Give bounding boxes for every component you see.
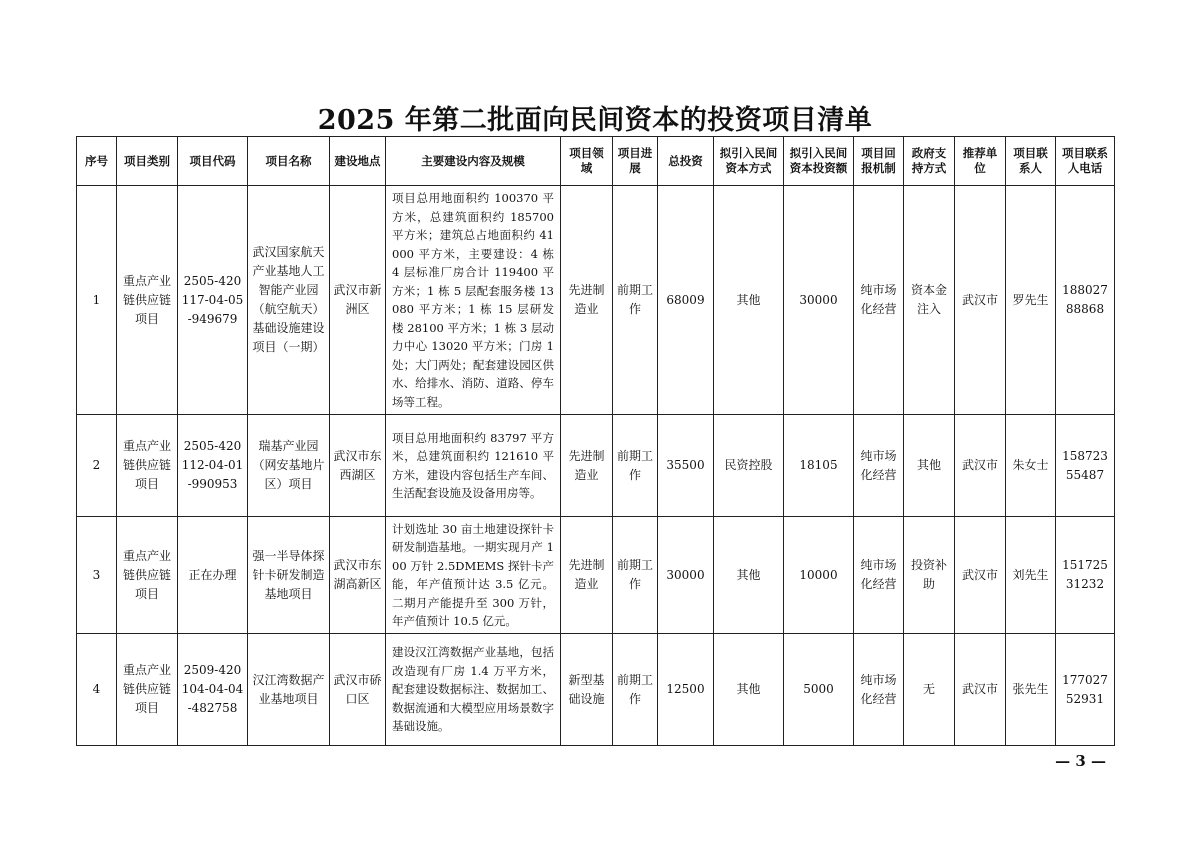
header-field: 项目领域 [561,137,613,186]
cell-location: 武汉市东湖高新区 [330,517,386,634]
project-table [76,136,1115,746]
page-number: — 3 — [1055,752,1106,770]
cell-name: 强一半导体探针卡研发制造基地项目 [248,517,330,634]
cell-private-amount: 5000 [784,634,854,746]
cell-return: 纯市场化经营 [854,517,904,634]
cell-code: 2509-420104-04-04-482758 [178,634,248,746]
header-unit: 推荐单位 [955,137,1006,186]
cell-category: 重点产业链供应链项目 [117,415,178,517]
cell-investment: 35500 [658,415,714,517]
header-name: 项目名称 [248,137,330,186]
header-phone: 项目联系人电话 [1056,137,1115,186]
cell-no: 1 [77,186,117,415]
cell-code: 正在办理 [178,517,248,634]
cell-no: 2 [77,415,117,517]
header-progress: 项目进展 [613,137,658,186]
cell-support: 无 [904,634,955,746]
cell-investment: 30000 [658,517,714,634]
cell-private-amount: 30000 [784,186,854,415]
header-location: 建设地点 [330,137,386,186]
cell-private-amount: 10000 [784,517,854,634]
header-private-amount: 拟引入民间资本投资额 [784,137,854,186]
table-header-row [77,137,1115,186]
cell-return: 纯市场化经营 [854,186,904,415]
cell-code: 2505-420117-04-05-949679 [178,186,248,415]
cell-contact: 刘先生 [1006,517,1056,634]
cell-progress: 前期工作 [613,186,658,415]
cell-return: 纯市场化经营 [854,415,904,517]
cell-code: 2505-420112-04-01-990953 [178,415,248,517]
cell-category: 重点产业链供应链项目 [117,186,178,415]
cell-unit: 武汉市 [955,186,1006,415]
cell-method: 民资控股 [714,415,784,517]
cell-support: 资本金注入 [904,186,955,415]
table-row [77,517,1115,634]
cell-content: 项目总用地面积约 83797 平方米，总建筑面积约 121610 平方米，建设内容包括生产车间、生活配套设施及设备用房等。 [386,415,561,517]
cell-location: 武汉市硚口区 [330,634,386,746]
cell-category: 重点产业链供应链项目 [117,517,178,634]
cell-contact: 张先生 [1006,634,1056,746]
table-row [77,634,1115,746]
cell-field: 新型基础设施 [561,634,613,746]
table-row [77,186,1115,415]
table-row [77,415,1115,517]
cell-investment: 68009 [658,186,714,415]
cell-field: 先进制造业 [561,415,613,517]
cell-category: 重点产业链供应链项目 [117,634,178,746]
cell-no: 3 [77,517,117,634]
cell-location: 武汉市东西湖区 [330,415,386,517]
header-contact: 项目联系人 [1006,137,1056,186]
header-no: 序号 [77,137,117,186]
header-return: 项目回报机制 [854,137,904,186]
cell-method: 其他 [714,634,784,746]
cell-phone: 18802788868 [1056,186,1115,415]
cell-progress: 前期工作 [613,415,658,517]
header-investment: 总投资 [658,137,714,186]
cell-method: 其他 [714,517,784,634]
cell-method: 其他 [714,186,784,415]
header-code: 项目代码 [178,137,248,186]
cell-location: 武汉市新洲区 [330,186,386,415]
cell-progress: 前期工作 [613,634,658,746]
cell-contact: 罗先生 [1006,186,1056,415]
cell-unit: 武汉市 [955,415,1006,517]
cell-return: 纯市场化经营 [854,634,904,746]
cell-investment: 12500 [658,634,714,746]
cell-content: 建设汉江湾数据产业基地，包括改造现有厂房 1.4 万平方米，配套建设数据标注、数据加工、数据流通和大模型应用场景数字基础设施。 [386,634,561,746]
cell-content: 项目总用地面积约 100370 平方米，总建筑面积约 185700 平方米；建筑总占地面积约 41000 平方米，主要建设：4 栋 4 层标准厂房合计 119400 平方米；1 栋 5 层配套服务楼 13080 平方米；1 栋 15 层研发楼 28100 平方米；1 栋 3 层动力中心 13020 平方米；门房 1 处；大门两处；配套建设园区供水、给排水、消防、道路、停车场等工程。 [386,186,561,415]
header-method: 拟引入民间资本方式 [714,137,784,186]
page-title: 2025 年第二批面向民间资本的投资项目清单 [317,105,873,136]
cell-phone: 15172531232 [1056,517,1115,634]
cell-field: 先进制造业 [561,517,613,634]
cell-private-amount: 18105 [784,415,854,517]
cell-no: 4 [77,634,117,746]
header-category: 项目类别 [117,137,178,186]
cell-support: 其他 [904,415,955,517]
cell-phone: 15872355487 [1056,415,1115,517]
cell-unit: 武汉市 [955,517,1006,634]
cell-name: 武汉国家航天产业基地人工智能产业园（航空航天）基础设施建设项目（一期） [248,186,330,415]
cell-phone: 17702752931 [1056,634,1115,746]
header-content: 主要建设内容及规模 [386,137,561,186]
header-support: 政府支持方式 [904,137,955,186]
cell-support: 投资补助 [904,517,955,634]
cell-unit: 武汉市 [955,634,1006,746]
cell-field: 先进制造业 [561,186,613,415]
cell-name: 瑞基产业园（网安基地片区）项目 [248,415,330,517]
cell-progress: 前期工作 [613,517,658,634]
cell-name: 汉江湾数据产业基地项目 [248,634,330,746]
cell-contact: 朱女士 [1006,415,1056,517]
cell-content: 计划选址 30 亩土地建设探针卡研发制造基地。一期实现月产 100 万针 2.5DMEMS 探针卡产能，年产值预计达 3.5 亿元。二期月产能提升至 300 万针，年产值预计 10.5 亿元。 [386,517,561,634]
